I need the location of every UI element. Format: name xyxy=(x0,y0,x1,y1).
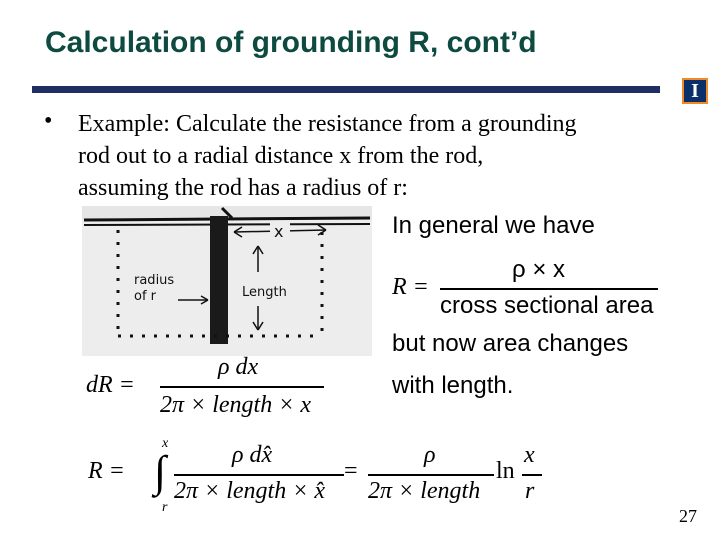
width-label: x xyxy=(274,222,284,241)
bullet-line-3: assuming the rod has a radius of r: xyxy=(78,175,408,201)
integral-upper-limit: x xyxy=(162,436,169,451)
general-line-2: but now area changes xyxy=(392,330,629,357)
general-numerator: ρ × x xyxy=(512,256,566,283)
bullet-marker: • xyxy=(44,108,53,134)
ln-label: ln xyxy=(496,458,515,484)
integrand-numerator: ρ dx̂ xyxy=(232,442,273,468)
R-lhs: R = xyxy=(88,458,125,484)
university-logo xyxy=(682,78,708,104)
dR-lhs: dR = xyxy=(86,372,135,398)
radius-label-1: radius xyxy=(134,273,175,288)
bullet-line-1: Example: Calculate the resistance from a grounding xyxy=(78,111,577,137)
length-label: Length xyxy=(242,285,287,300)
result-denominator: 2π × length xyxy=(368,478,481,504)
grounding-rod xyxy=(210,216,228,344)
result-fraction-bar xyxy=(368,474,494,476)
page-number: 27 xyxy=(679,506,697,526)
grounding-rod-sketch xyxy=(82,206,372,356)
dR-denominator: 2π × length × x xyxy=(160,392,312,418)
integral-lower-limit: r xyxy=(162,500,168,515)
slide-title: Calculation of grounding R, cont’d xyxy=(45,26,537,59)
ln-denominator: r xyxy=(525,478,535,504)
result-numerator: ρ xyxy=(424,442,436,468)
title-divider xyxy=(32,86,660,93)
general-line-3: with length. xyxy=(392,372,514,399)
dR-fraction-bar xyxy=(160,386,324,388)
radius-label-2: of r xyxy=(134,289,157,304)
integrand-denominator: 2π × length × x̂ xyxy=(174,478,326,504)
logo-letter: I xyxy=(691,80,699,102)
general-denominator: cross sectional area xyxy=(440,292,654,319)
bullet-line-2: rod out to a radial distance x from the rod, xyxy=(78,143,484,169)
equals-sign: = xyxy=(344,458,358,484)
general-R-lhs: R = xyxy=(392,274,429,300)
general-intro-text: In general we have xyxy=(392,212,595,239)
dR-numerator: ρ dx xyxy=(218,354,259,380)
integrand-fraction-bar xyxy=(174,474,344,476)
general-fraction-bar xyxy=(440,288,658,290)
integral-sign: ∫ xyxy=(154,447,167,496)
ln-numerator: x xyxy=(524,442,535,468)
bullet-text xyxy=(78,108,678,204)
ln-fraction-bar xyxy=(522,474,542,476)
